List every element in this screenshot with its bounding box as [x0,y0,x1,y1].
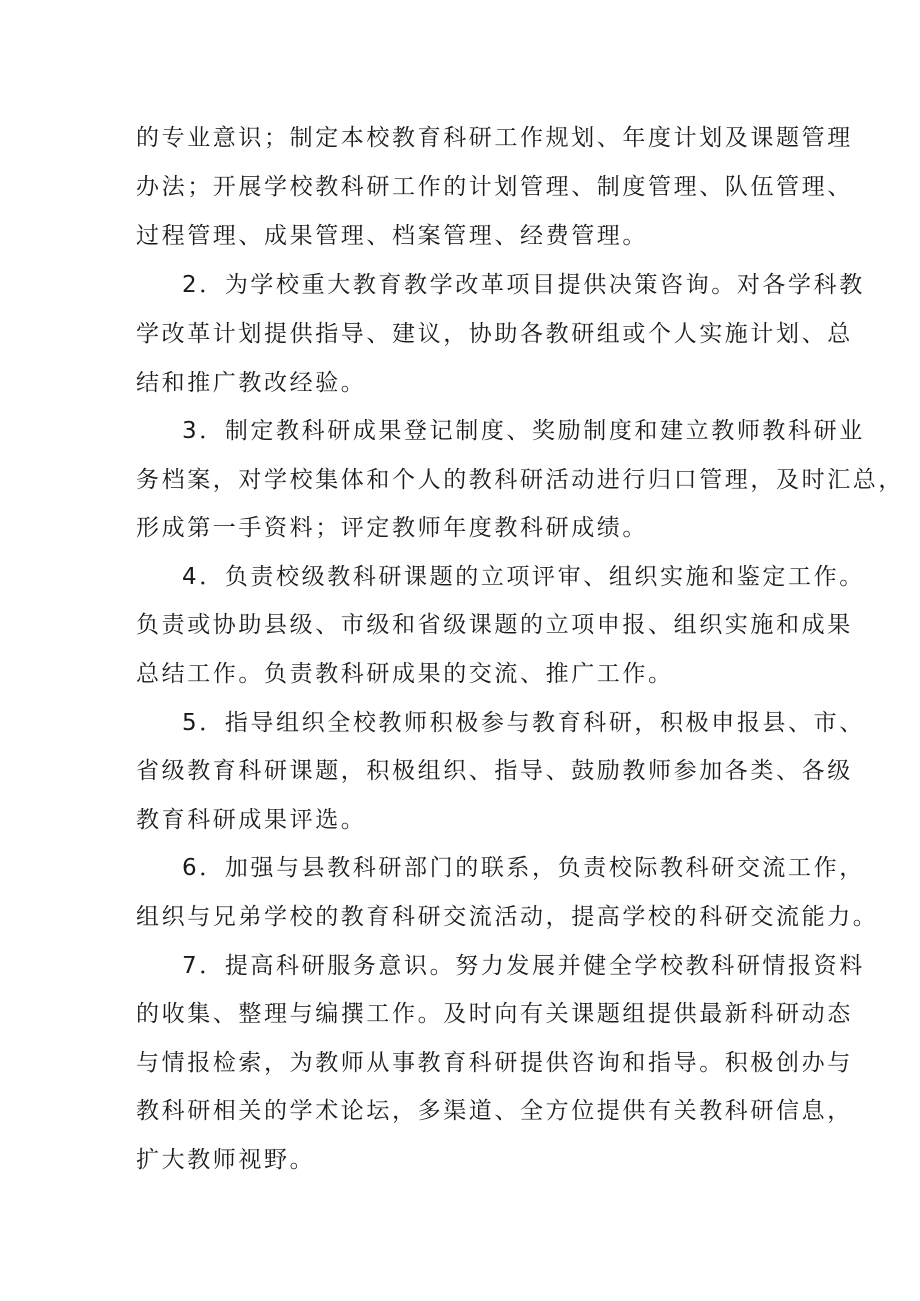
text-line: 2．为学校重大教育教学改革项目提供决策咨询。对各学科教 [182,272,865,298]
text-line: 学改革计划提供指导、建议，协助各教研组或个人实施计划、总 [136,321,853,347]
text-line: 4．负责校级教科研课题的立项评审、组织实施和鉴定工作。 [182,564,865,590]
text-line: 形成第一手资料；评定教师年度教科研成绩。 [136,515,648,541]
text-line: 过程管理、成果管理、档案管理、经费管理。 [136,223,648,249]
text-line: 组织与兄弟学校的教育科研交流活动，提高学校的科研交流能力。 [136,904,879,930]
text-line: 负责或协助县级、市级和省级课题的立项申报、组织实施和成果 [136,612,853,638]
text-line: 的收集、整理与编撰工作。及时向有关课题组提供最新科研动态 [136,1001,853,1027]
text-line: 3．制定教科研成果登记制度、奖励制度和建立教师教科研业 [182,418,865,444]
text-line: 6．加强与县教科研部门的联系，负责校际教科研交流工作， [182,855,865,881]
text-line: 扩大教师视野。 [136,1147,316,1173]
text-line: 7．提高科研服务意识。努力发展并健全学校教科研情报资料 [182,953,865,979]
text-line: 总结工作。负责教科研成果的交流、推广工作。 [136,661,674,687]
text-line: 省级教育科研课题，积极组织、指导、鼓励教师参加各类、各级 [136,758,853,784]
text-line: 的专业意识；制定本校教育科研工作规划、年度计划及课题管理 [136,125,853,151]
text-line: 教育科研成果评选。 [136,807,367,833]
text-line: 办法；开展学校教科研工作的计划管理、制度管理、队伍管理、 [136,174,853,200]
text-line: 教科研相关的学术论坛，多渠道、全方位提供有关教科研信息， [136,1098,853,1124]
text-line: 结和推广教改经验。 [136,370,367,396]
text-line: 5．指导组织全校教师积极参与教育科研，积极申报县、市、 [182,710,865,736]
text-line: 与情报检索，为教师从事教育科研提供咨询和指导。积极创办与 [136,1050,853,1076]
text-line: 务档案，对学校集体和个人的教科研活动进行归口管理，及时汇总， [136,467,904,493]
